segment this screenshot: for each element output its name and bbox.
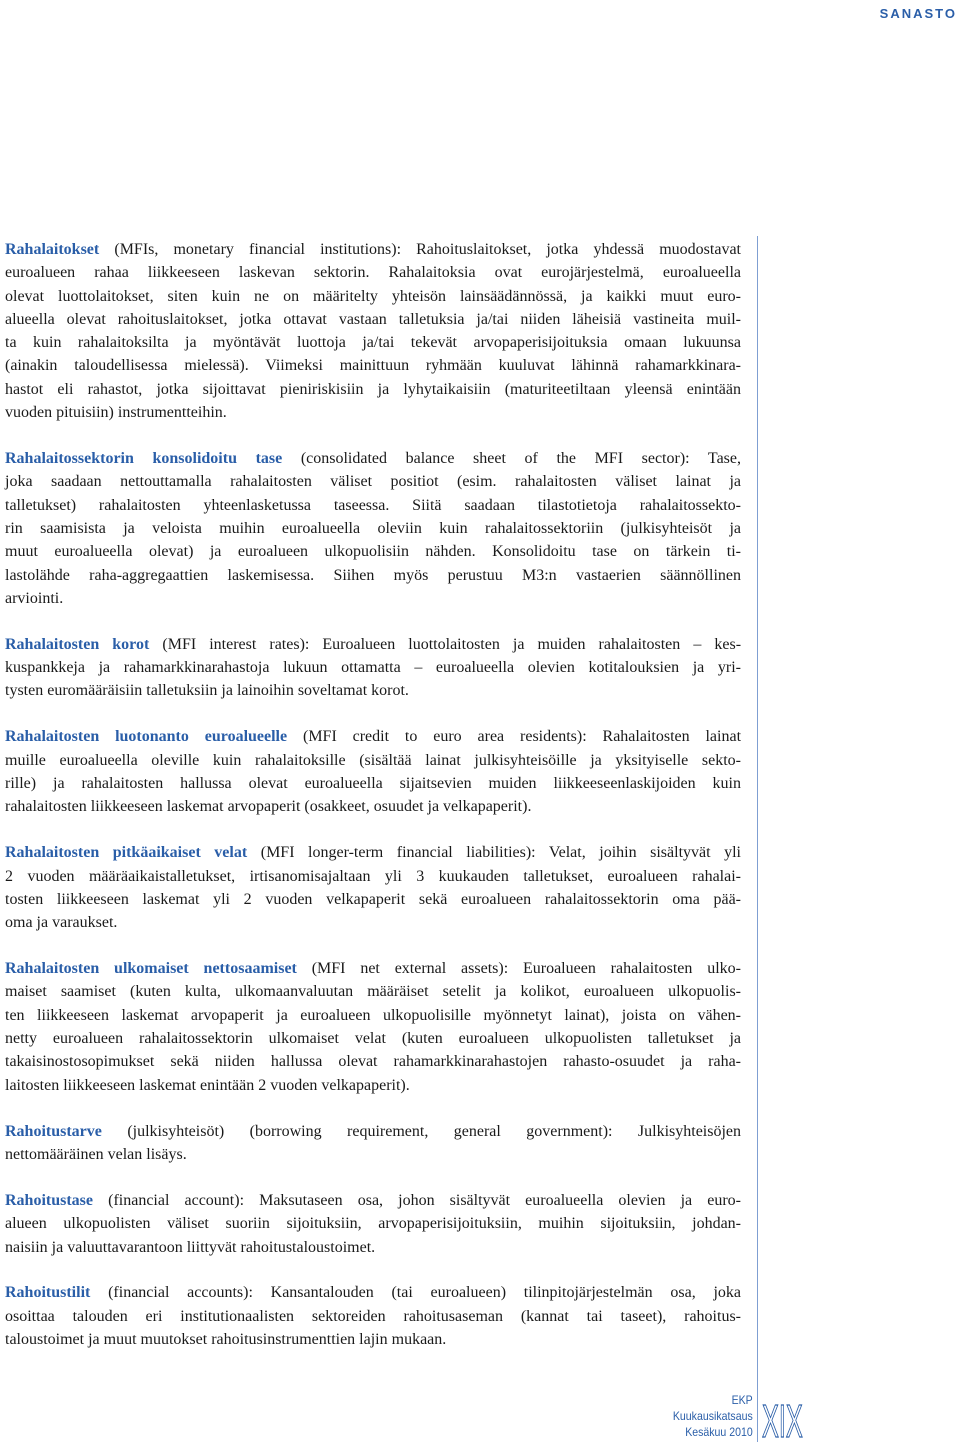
glossary-definition-text: (MFI credit to euro area residents): Rahalaitosten lainat <box>302 728 742 746</box>
glossary-line <box>5 841 741 864</box>
footer-publisher: EKP <box>731 1393 753 1407</box>
glossary-entry <box>5 447 741 610</box>
glossary-line <box>5 725 741 748</box>
glossary-term: Rahalaitosten ulkomaiset nettosaamiset <box>5 960 297 978</box>
glossary-definition-text: (consolidated balance sheet of the MFI sector): Tase, <box>300 450 741 468</box>
vertical-divider <box>757 236 758 1442</box>
glossary-line <box>5 1189 741 1212</box>
glossary-line: rahalaitosten liikkeeseen laskemat arvopaperit (osakkeet, osuudet ja velkapaperit). <box>5 798 532 816</box>
glossary-line: joka saadaan nettouttamalla rahalaitosten väliset positiot (esim. rahalaitosten väliset lainat ja <box>5 473 741 491</box>
glossary-definition-text: (julkisyhteisöt) (borrowing requirement, general government): Julkisyhteisöjen <box>127 1122 742 1140</box>
glossary-line: nettomääräinen velan lisäys. <box>5 1145 187 1163</box>
glossary-line <box>5 1120 741 1143</box>
glossary-line: kuspankkeja ja rahamarkkinarahastoja lukuun ottamatta – euroalueella olevien kotitalouksien ja yri- <box>5 659 741 677</box>
glossary-entry <box>5 1120 741 1167</box>
footer-publication: Kuukausikatsaus <box>673 1409 753 1423</box>
glossary-entry <box>5 725 741 818</box>
glossary-line: maiset saamiset (kuten kulta, ulkomaanvaluutan määräiset setelit ja kolikot, euroalueen ulkopuolis- <box>5 983 741 1001</box>
glossary-entry <box>5 1189 741 1259</box>
glossary-term: Rahoitustilit <box>5 1284 91 1302</box>
glossary-term: Rahalaitosten luotonanto euroalueelle <box>5 728 288 746</box>
glossary-entry <box>5 633 741 703</box>
glossary-line: taloustoimet ja muut muutokset rahoitusinstrumenttien lajin mukaan. <box>5 1331 447 1349</box>
glossary-line: hastot eli rahastot, jotka sijoittavat pieniriskisiin ja lyhytaikaisiin (maturiteetiltaan yleensä enintään <box>5 380 741 398</box>
glossary-line: talletukset) rahalaitosten yhteenlasketussa taseessa. Siitä saadaan tilastotietoja rahalaitossekto- <box>5 496 741 514</box>
glossary-line: arviointi. <box>5 589 64 607</box>
glossary-line: oma ja varaukset. <box>5 914 118 932</box>
glossary-line: rille) ja rahalaitosten hallussa olevat euroalueella sijaitsevien muiden liikkeeseenlaskijoiden kuin <box>5 775 741 792</box>
glossary-line <box>5 633 741 656</box>
glossary-line: olevat luottolaitokset, siten kuin ne on määritelty yhteisön lainsäädännössä, ja kaikki muut euro- <box>5 287 741 305</box>
glossary-definition-text: (MFI interest rates): Euroalueen luottolaitosten ja muiden rahalaitosten – kes- <box>162 635 742 653</box>
glossary-entry <box>5 238 741 424</box>
glossary-line <box>5 957 741 980</box>
glossary-line: tysten euromääräisiin talletuksiin ja lainoihin soveltamat korot. <box>5 682 409 700</box>
glossary-line: takaisinostosopimukset sekä niiden hallussa olevat rahamarkkinarahastojen rahasto-osuudet ja raha- <box>5 1053 741 1071</box>
glossary-term: Rahoitustase <box>5 1191 94 1209</box>
glossary-term: Rahalaitosten korot <box>5 635 150 653</box>
footer-publication-info <box>662 1392 753 1440</box>
glossary-line: euroalueen rahaa liikkeeseen laskevan sektorin. Rahalaitoksia ovat eurojärjestelmä, euroalueella <box>5 264 741 282</box>
glossary-line: muut euroalueella olevat) ja euroalueen ulkopuolisiin nähden. Konsolidoitu tase on tärkein ti- <box>5 543 741 561</box>
glossary-line: alueen ulkopuolisten väliset suoriin sijoituksiin, arvopaperisijoituksiin, muihin sijoituksiin, johdan- <box>5 1215 741 1233</box>
footer-issue: Kesäkuu 2010 <box>685 1425 753 1439</box>
glossary-line: osoittaa talouden eri institutionaalisten sektoreiden rahoitusaseman (kannat tai taseet), rahoitus- <box>5 1307 741 1325</box>
glossary-line <box>5 1281 741 1304</box>
glossary-line: ten liikkeeseen laskemat arvopaperit ja euroalueen ulkopuolisille myönnetyt lainat), joista on vähen- <box>5 1006 741 1024</box>
glossary-term: Rahalaitossektorin konsolidoitu tase <box>5 450 283 468</box>
glossary-definition-text: (MFI longer-term financial liabilities): Velat, joihin sisältyvät yli <box>260 844 741 862</box>
glossary-list <box>5 238 741 1374</box>
page-number: XIX <box>762 1395 803 1447</box>
section-title: SANASTO <box>879 6 957 21</box>
glossary-line: 2 vuoden määräaikaistalletukset, irtisanomisajaltaan yli 3 kuukauden talletukset, euroalueen rahalai- <box>5 867 741 885</box>
glossary-line: tosten liikkeeseen laskemat yli 2 vuoden velkapaperit sekä euroalueen rahalaitossektorin oma pää- <box>5 890 741 908</box>
glossary-line: lastolähde raha-aggregaattien laskemisessa. Siihen myös perustuu M3:n vastaerien säännöllinen <box>5 566 741 584</box>
glossary-line: naisiin ja valuuttavarantoon liittyvät rahoitustaloustoimet. <box>5 1238 376 1256</box>
glossary-line: netty euroalueen rahalaitossektorin ulkomaiset velat (kuten euroalueen ulkopuolisten talletukset ja <box>5 1030 741 1048</box>
glossary-line <box>5 238 741 261</box>
glossary-definition-text: (MFI net external assets): Euroalueen rahalaitosten ulko- <box>311 960 741 978</box>
glossary-line: rin saamisista ja veloista muihin euroalueella oleviin kuin rahalaitossektoriin (julkisyhteisöt ja <box>5 519 741 537</box>
glossary-definition-text: (MFIs, monetary financial institutions): Rahoituslaitokset, jotka yhdessä muodostavat <box>114 241 742 258</box>
glossary-line <box>5 447 741 470</box>
glossary-line: ta kuin rahalaitoksilta ja myöntävät luottoja ja/tai tekevät arvopaperisijoituksia omaan lukuunsa <box>5 334 741 352</box>
glossary-entry <box>5 841 741 934</box>
glossary-term: Rahoitustarve <box>5 1122 102 1140</box>
glossary-definition-text: (financial accounts): Kansantalouden (tai euroalueen) tilinpitojärjestelmän osa, joka <box>108 1284 742 1302</box>
glossary-line: laitosten liikkeeseen laskemat enintään 2 vuoden velkapaperit). <box>5 1076 410 1094</box>
glossary-line: muille euroalueella oleville kuin rahalaitoksille (sisältää lainat julkisyhteisöille ja yksityiselle sekto- <box>5 751 741 769</box>
glossary-entry <box>5 1281 741 1351</box>
glossary-definition-text: (financial account): Maksutaseen osa, johon sisältyvät euroalueella olevien ja euro- <box>108 1191 742 1209</box>
glossary-term: Rahalaitosten pitkäaikaiset velat <box>5 844 248 862</box>
glossary-line: vuoden pituisiin) instrumentteihin. <box>5 404 227 422</box>
glossary-line: alueella olevat rahoituslaitokset, jotka ottavat vastaan talletuksia ja/tai niiden läheisiä vastineita muil- <box>5 310 741 328</box>
glossary-term: Rahalaitokset <box>5 241 100 258</box>
glossary-entry <box>5 957 741 1097</box>
glossary-line: (ainakin taloudellisessa mielessä). Viimeksi mainittuun ryhmään kuuluvat lähinnä rahamarkkinara- <box>5 357 741 375</box>
